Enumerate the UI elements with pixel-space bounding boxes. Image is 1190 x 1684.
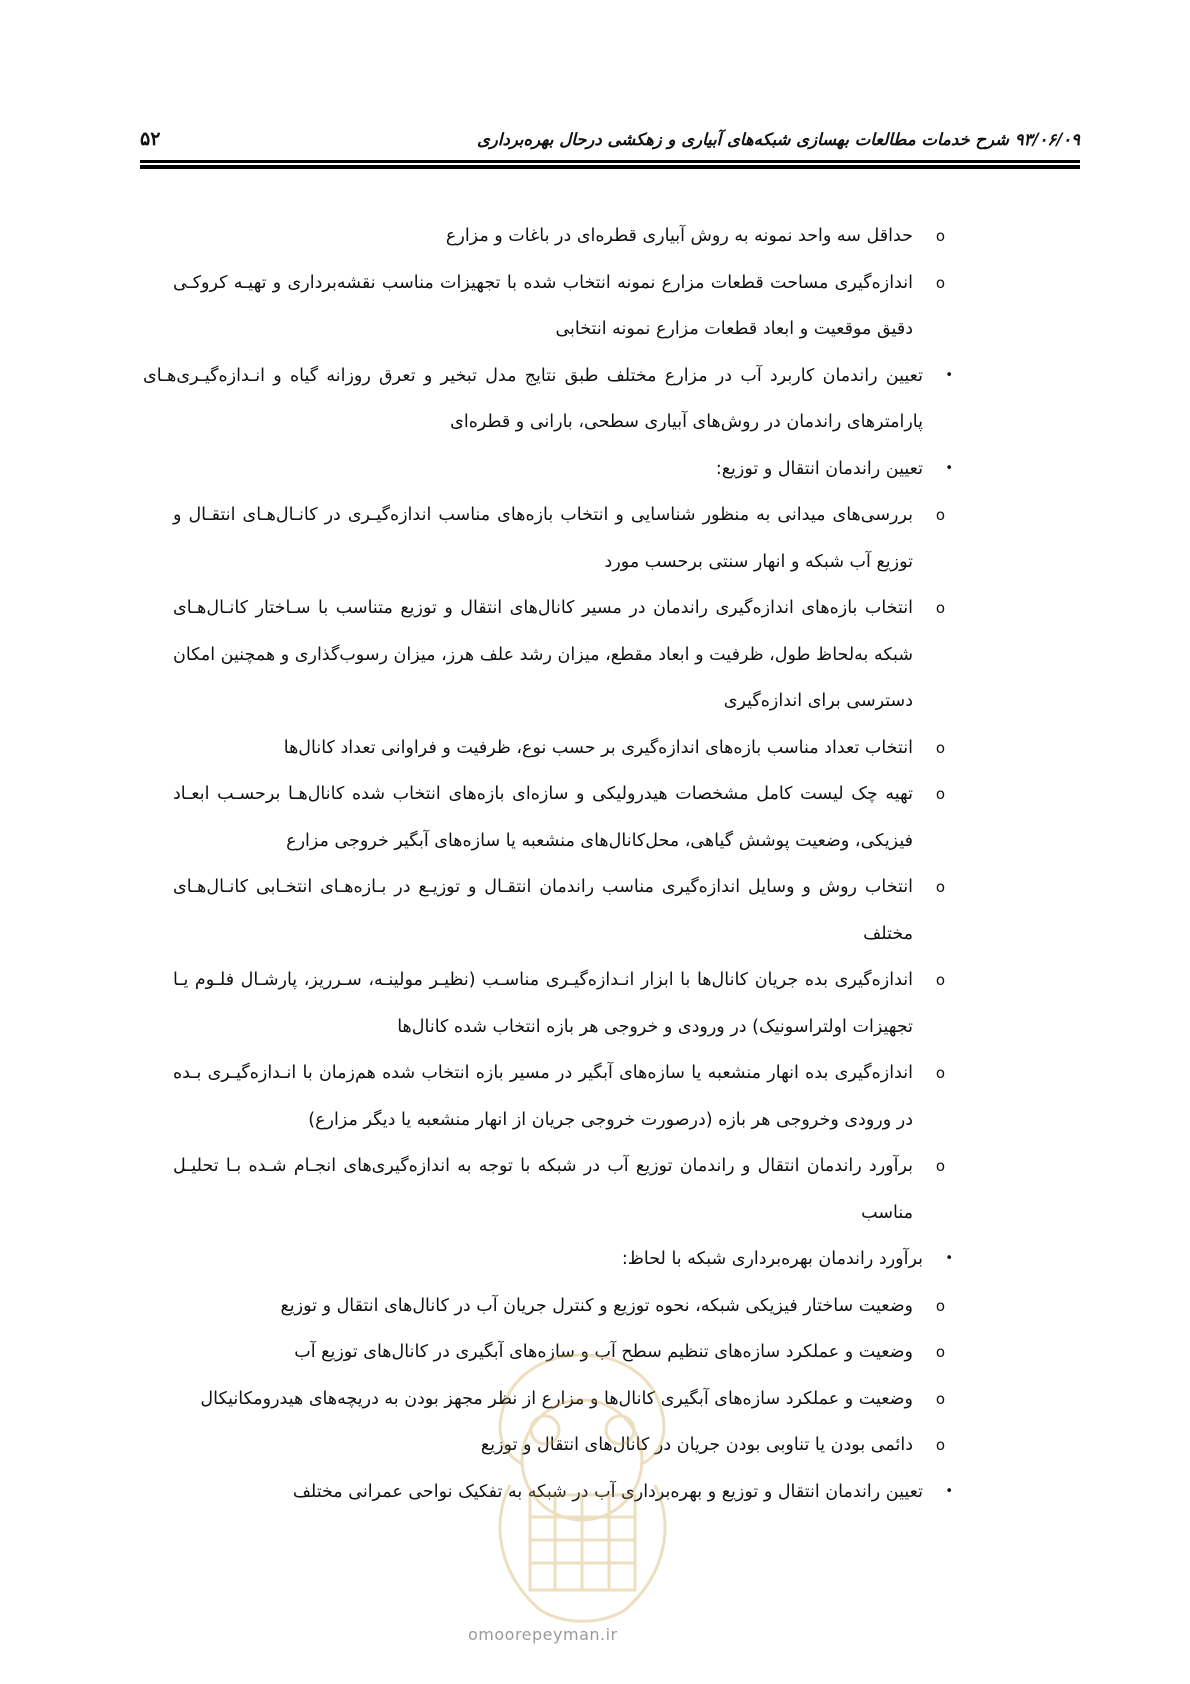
- bullet-circle-icon: o: [935, 506, 945, 524]
- bullet-circle-icon: o: [935, 1436, 945, 1454]
- bullet-circle-icon: o: [935, 1157, 945, 1175]
- header-rule-thick: [140, 165, 1080, 169]
- item-text: تهیه چک لیست کامل مشخصات هیدرولیکی و سازه‌ای بازه‌های انتخاب شده کانال‌هـا برحسـب ابعـاد فیزیکی، وضعیت پوشش گیاهی، محل‌کانال‌های منشعبه یا سازه‌های آبگیر خروجی مزارع: [173, 784, 913, 851]
- watermark-text: omoorepeyman.ir: [468, 1625, 618, 1644]
- item-text: وضعیت ساختار فیزیکی شبکه، نحوه توزیع و کنترل جریان آب در کانال‌های انتقال و توزیع: [280, 1295, 913, 1316]
- sub-bullet-item: [173, 1143, 953, 1236]
- item-text: انتخاب بازه‌های اندازه‌گیری راندمان در مسیر کانال‌های انتقال و توزیع متناسب با سـاختار کانـال‌هـای شبکه به‌لحاظ طول، ظرفیت و ابعاد مقطع، میزان رشد علف هرز، میزان رسوب‌گذاری و همچنین امکان دسترسی برای اندازه‌گیری: [173, 598, 913, 711]
- sub-bullet-item: [173, 1050, 953, 1143]
- item-text: تعیین راندمان انتقال و توزیع و بهره‌برداری آب در شبکه به تفکیک نواحی عمرانی مختلف: [292, 1481, 923, 1502]
- item-text: اندازه‌گیری مساحت قطعات مزارع نمونه انتخاب شده با تجهیزات مناسب نقشه‌برداری و تهیـه کروکـی دقیق موقعیت و ابعاد قطعات مزارع نمونه انتخابی: [173, 272, 913, 339]
- bullet-circle-icon: o: [935, 785, 945, 803]
- sub-bullet-item: [173, 585, 953, 725]
- item-text: انتخاب تعداد مناسب بازه‌های اندازه‌گیری بر حسب نوع، ظرفیت و فراوانی تعداد کانال‌ها: [283, 737, 913, 758]
- item-text: اندازه‌گیری بده انهار منشعبه یا سازه‌های آبگیر در مسیر بازه انتخاب شده هم‌زمان با انـدازه‌گیـری بـده در ورودی وخروجی هر بازه (درصورت خروجی جریان از انهار منشعبه یا دیگر مزارع): [173, 1063, 913, 1130]
- bullet-circle-icon: o: [935, 227, 945, 245]
- bullet-dot-icon: •: [945, 367, 953, 383]
- sub-bullet-item: [173, 1283, 953, 1330]
- document-body: [143, 213, 953, 1515]
- header-rule-thin: [140, 160, 1080, 163]
- bullet-circle-icon: o: [935, 878, 945, 896]
- bullet-circle-icon: o: [935, 273, 945, 292]
- item-text: برآورد راندمان انتقال و راندمان توزیع آب در شبکه با توجه به اندازه‌گیری‌های انجـام شـده بـا تحلیـل مناسب: [173, 1156, 913, 1223]
- watermark-seal-icon: [470, 1345, 695, 1635]
- item-text: اندازه‌گیری بده جریان کانال‌ها با ابزار انـدازه‌گیـری مناسـب (نظیـر مولینـه، سـرریز، پارشـال فلـوم یـا تجهیزات اولتراسونیک) در ورودی و خروجی هر بازه انتخاب شده کانال‌ها: [173, 970, 913, 1037]
- bullet-dot-icon: •: [945, 1483, 953, 1499]
- bullet-item: [143, 353, 953, 446]
- bullet-item: [143, 446, 953, 493]
- item-text: تعیین راندمان انتقال و توزیع:: [715, 458, 923, 479]
- item-text: وضعیت و عملکرد سازه‌های تنظیم سطح آب و سازه‌های آبگیری در کانال‌های توزیع آب: [294, 1342, 913, 1362]
- item-text: بررسی‌های میدانی به منظور شناسایی و انتخاب بازه‌های مناسب اندازه‌گیـری در کانـال‌هـای انتقـال و توزیع آب شبکه و انهار سنتی برحسب مورد: [173, 505, 913, 572]
- item-text: دائمی بودن یا تناوبی بودن جریان در کانال‌های انتقال و توزیع: [480, 1435, 913, 1455]
- item-text: برآورد راندمان بهره‌برداری شبکه با لحاظ:: [621, 1249, 923, 1269]
- sub-bullet-item: [173, 864, 953, 957]
- sub-bullet-item: [173, 957, 953, 1050]
- sub-bullet-item: [173, 492, 953, 585]
- sub-bullet-item: [173, 260, 953, 353]
- bullet-dot-icon: •: [945, 1251, 953, 1266]
- sub-bullet-item: [173, 213, 953, 260]
- bullet-circle-icon: o: [935, 1064, 945, 1082]
- sub-bullet-item: [173, 771, 953, 864]
- item-text: تعیین راندمان کاربرد آب در مزارع مختلف طبق نتایج مدل تبخیر و تعرق روزانه گیاه و انـدازه‌گیـری‌هـای پارامترهای راندمان در روش‌های آبیاری سطحی، بارانی و قطره‌ای: [143, 365, 923, 432]
- item-text: حداقل سه واحد نمونه به روش آبیاری قطره‌ای در باغات و مزارع: [445, 226, 913, 246]
- bullet-circle-icon: o: [935, 1296, 945, 1315]
- bullet-item: [143, 1236, 953, 1283]
- page-number: ۵۲: [140, 128, 161, 150]
- bullet-dot-icon: •: [945, 460, 953, 476]
- page-header: [140, 128, 1080, 162]
- header-title: ۹۳/۰۶/۰۹ شرح خدمات مطالعات بهسازی شبکه‌های آبیاری و زهکشی درحال بهره‌برداری: [477, 130, 1080, 149]
- sub-bullet-item: [173, 725, 953, 772]
- item-text: انتخاب روش و وسایل اندازه‌گیری مناسب راندمان انتقـال و توزیـع در بـازه‌هـای انتخـابی کانـال‌هـای مختلف: [173, 877, 913, 944]
- bullet-circle-icon: o: [935, 599, 945, 617]
- bullet-circle-icon: o: [935, 971, 945, 989]
- bullet-circle-icon: o: [935, 738, 945, 757]
- bullet-circle-icon: o: [935, 1343, 945, 1361]
- bullet-circle-icon: o: [935, 1389, 945, 1408]
- item-text: وضعیت و عملکرد سازه‌های آبگیری کانال‌ها و مزارع از نظر مجهز بودن به دریچه‌های هیدرومکانیکال: [200, 1388, 913, 1409]
